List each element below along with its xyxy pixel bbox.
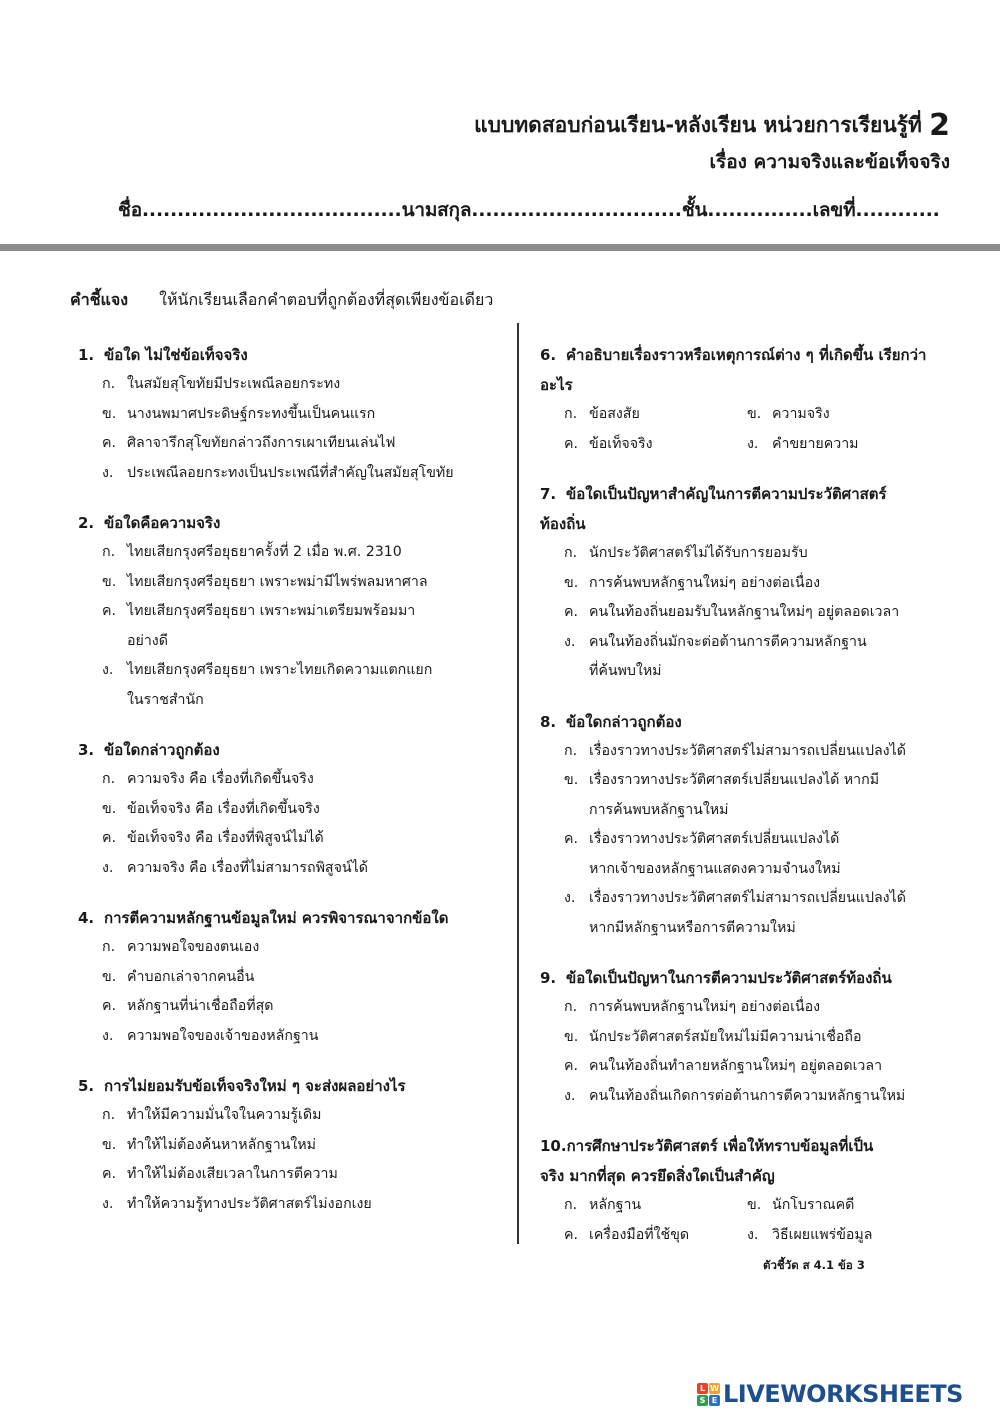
answer-option[interactable]	[747, 400, 970, 430]
option-text: ทำให้ไม่ต้องเสียเวลาในการตีความ	[127, 1166, 338, 1182]
title-text: แบบทดสอบก่อนเรียน-หลังเรียน หน่วยการเรียนรู้ที่	[474, 113, 922, 137]
answer-option[interactable]	[78, 824, 506, 854]
question-number: 6.	[540, 346, 557, 364]
answer-option[interactable]	[78, 854, 506, 884]
option-text: ไทยเสียกรุงศรีอยุธยาครั้งที่ 2 เมื่อ พ.ศ. 2310	[127, 544, 402, 560]
option-letter: ง.	[564, 633, 576, 650]
answer-option[interactable]	[78, 795, 506, 825]
question-stem: ข้อใดเป็นปัญหาในการตีความประวัติศาสตร์ท้องถิ่น	[566, 969, 892, 987]
option-letter: ก.	[102, 544, 116, 560]
option-letter: ง.	[747, 435, 759, 452]
option-text: คนในท้องถิ่นมักจะต่อต้านการตีความหลักฐาน ที่ค้นพบใหม่	[589, 633, 867, 679]
option-letter: ง.	[102, 662, 114, 678]
question-stem: ข้อใดกล่าวถูกต้อง	[104, 741, 220, 759]
answer-option[interactable]	[540, 569, 970, 599]
question	[78, 903, 506, 1051]
answer-option[interactable]	[540, 884, 970, 943]
question-stem: คำอธิบายเรื่องราวหรือเหตุการณ์ต่าง ๆ ที่เกิดขึ้น เรียกว่า อะไร	[540, 346, 927, 394]
option-letter: ข.	[102, 968, 117, 985]
option-letter: ข.	[564, 772, 579, 788]
answer-option[interactable]	[78, 1131, 506, 1161]
instruction	[70, 288, 493, 313]
option-text: คนในท้องถิ่นเกิดการต่อต้านการตีความหลักฐานใหม่	[589, 1087, 906, 1104]
question-text	[78, 340, 506, 370]
option-letter: ค.	[564, 1226, 579, 1243]
answer-option[interactable]	[78, 538, 506, 568]
option-text: ประเพณีลอยกระทงเป็นประเพณีที่สำคัญในสมัยสุโขทัย	[127, 464, 454, 481]
question	[78, 735, 506, 883]
option-text: การค้นพบหลักฐานใหม่ๆ อย่างต่อเนื่อง	[589, 999, 821, 1015]
student-info-line: ชื่อ.....................................นามสกุล..............................ชั้น...............เลขที่............	[118, 199, 940, 221]
answer-option[interactable]	[540, 737, 970, 767]
logo-letter: E	[709, 1395, 720, 1406]
option-text: ไทยเสียกรุงศรีอยุธยา เพราะพม่ามีไพร่พลมหาศาล	[127, 573, 428, 590]
worksheet-title	[474, 108, 950, 143]
question	[540, 963, 970, 1111]
option-letter: ง.	[564, 890, 576, 906]
option-text: นักโบราณคดี	[772, 1197, 855, 1213]
answer-options	[540, 1191, 970, 1250]
option-text: ทำให้ไม่ต้องค้นหาหลักฐานใหม่	[127, 1136, 317, 1153]
answer-option[interactable]	[747, 1221, 970, 1251]
option-letter: ค.	[102, 1166, 117, 1182]
question	[540, 707, 970, 944]
question-number: 9.	[540, 969, 557, 987]
option-letter: ง.	[102, 1195, 114, 1212]
option-text: วิธีเผยแพร่ข้อมูล	[772, 1226, 873, 1243]
answer-option[interactable]	[540, 825, 970, 884]
option-text: เรื่องราวทางประวัติศาสตร์เปลี่ยนแปลงได้ หากมี การค้นพบหลักฐานใหม่	[589, 772, 880, 818]
option-text: คนในท้องถิ่นยอมรับในหลักฐานใหม่ๆ อยู่ตลอดเวลา	[589, 604, 900, 620]
unit-number: 2	[929, 108, 950, 143]
question-text	[78, 1071, 506, 1101]
answer-option[interactable]	[564, 1221, 747, 1251]
option-letter: ข.	[564, 574, 579, 591]
answer-option[interactable]	[78, 597, 506, 656]
question-stem: ข้อใดคือความจริง	[104, 514, 221, 532]
option-text: ความจริง คือ เรื่องที่เกิดขึ้นจริง	[127, 771, 314, 787]
option-letter: ข.	[564, 1028, 579, 1045]
answer-option[interactable]	[78, 656, 506, 715]
indicator-note: ตัวชี้วัด ส 4.1 ข้อ 3	[763, 1258, 865, 1272]
option-letter: ก.	[564, 742, 578, 759]
option-letter: ข.	[747, 406, 762, 422]
question-number: 10.	[540, 1137, 567, 1155]
option-letter: ค.	[102, 603, 117, 619]
option-letter: ก.	[564, 545, 578, 561]
option-letter: ค.	[102, 998, 117, 1014]
question-number: 3.	[78, 741, 95, 759]
answer-option[interactable]	[564, 400, 747, 430]
option-text: หลักฐาน	[589, 1197, 642, 1213]
question-text	[78, 735, 506, 765]
answer-option[interactable]	[78, 400, 506, 430]
option-text: คำบอกเล่าจากคนอื่น	[127, 968, 255, 985]
question-text	[78, 508, 506, 538]
question-text	[540, 340, 970, 400]
logo-letter: W	[710, 1383, 719, 1393]
question	[540, 479, 970, 687]
option-letter: ง.	[102, 1027, 114, 1044]
answer-option[interactable]	[78, 429, 506, 459]
option-letter: ค.	[564, 435, 579, 452]
option-letter: ข.	[102, 405, 117, 422]
option-letter: ก.	[564, 1197, 578, 1213]
option-text: นางนพมาศประดิษฐ์กระทงขึ้นเป็นคนแรก	[127, 405, 376, 422]
question-number: 4.	[78, 909, 95, 927]
answer-option[interactable]	[78, 765, 506, 795]
question-number: 8.	[540, 712, 557, 731]
answer-option[interactable]	[564, 1191, 747, 1221]
option-text: คำขยายความ	[772, 435, 859, 452]
question-text	[540, 963, 970, 993]
answer-option[interactable]	[540, 598, 970, 628]
question-stem: ข้อใดเป็นปัญหาสำคัญในการตีความประวัติศาสตร์ ท้องถิ่น	[540, 485, 887, 533]
option-letter: ก.	[102, 376, 116, 392]
instruction-label: คำชี้แจง	[70, 290, 129, 309]
option-letter: ข.	[747, 1197, 762, 1213]
answer-option[interactable]	[78, 933, 506, 963]
answer-option[interactable]	[747, 1191, 970, 1221]
answer-option[interactable]	[540, 993, 970, 1023]
question-stem: การศึกษาประวัติศาสตร์ เพื่อให้ทราบข้อมูลที่เป็น จริง มากที่สุด ควรยึดสิ่งใดเป็นสำคัญ	[540, 1137, 874, 1185]
option-text: เครื่องมือที่ใช้ขุด	[589, 1226, 690, 1243]
answer-option[interactable]	[78, 1190, 506, 1220]
answer-option[interactable]	[78, 459, 506, 489]
option-letter: ค.	[102, 830, 117, 846]
option-text: หลักฐานที่น่าเชื่อถือที่สุด	[127, 998, 274, 1014]
option-text: ในสมัยสุโขทัยมีประเพณีลอยกระทง	[127, 376, 341, 392]
option-letter: ก.	[102, 1107, 116, 1123]
question	[540, 1131, 970, 1250]
answer-option[interactable]	[78, 1022, 506, 1052]
brand-text: LIVEWORKSHEETS	[723, 1380, 963, 1408]
answer-options	[540, 400, 970, 459]
option-text: ความจริง	[772, 406, 830, 422]
option-letter: ก.	[102, 771, 116, 787]
logo-letter: S	[697, 1395, 708, 1406]
option-letter: ก.	[102, 939, 116, 955]
option-text: ไทยเสียกรุงศรีอยุธยา เพราะพม่าเตรียมพร้อมมา อย่างดี	[127, 603, 416, 649]
right-column	[540, 340, 970, 1270]
question-text	[540, 479, 970, 539]
answer-option[interactable]	[540, 1082, 970, 1112]
option-text: เรื่องราวทางประวัติศาสตร์ไม่สามารถเปลี่ยนแปลงได้ หากมีหลักฐานหรือการตีความใหม่	[589, 890, 906, 936]
option-letter: ง.	[102, 859, 114, 876]
option-text: ข้อเท็จจริง คือ เรื่องที่เกิดขึ้นจริง	[127, 800, 320, 817]
question-stem: การตีความหลักฐานข้อมูลใหม่ ควรพิจารณาจากข้อใด	[104, 909, 449, 927]
question-number: 7.	[540, 485, 557, 503]
answer-option[interactable]	[540, 766, 970, 825]
answer-option[interactable]	[78, 568, 506, 598]
option-text: ไทยเสียกรุงศรีอยุธยา เพราะไทยเกิดความแตกแยก ในราชสำนัก	[127, 662, 433, 708]
question-text	[78, 903, 506, 933]
option-text: เรื่องราวทางประวัติศาสตร์เปลี่ยนแปลงได้ หากเจ้าของหลักฐานแสดงความจำนงใหม่	[589, 831, 841, 877]
option-letter: ง.	[102, 464, 114, 481]
option-letter: ค.	[102, 435, 117, 451]
option-text: เรื่องราวทางประวัติศาสตร์ไม่สามารถเปลี่ยนแปลงได้	[589, 742, 906, 759]
option-text: ความจริง คือ เรื่องที่ไม่สามารถพิสูจน์ได้	[127, 859, 368, 876]
option-text: ความพอใจของเจ้าของหลักฐาน	[127, 1027, 319, 1044]
option-text: ข้อสงสัย	[589, 406, 640, 422]
logo-letter: L	[697, 1383, 708, 1394]
question	[78, 1071, 506, 1219]
option-letter: ค.	[564, 1058, 579, 1074]
option-text: นักประวัติศาสตร์ไม่ได้รับการยอมรับ	[589, 545, 808, 561]
answer-option[interactable]	[540, 1023, 970, 1053]
question-text	[540, 1131, 970, 1191]
answer-option[interactable]	[564, 430, 747, 460]
answer-option[interactable]	[78, 370, 506, 400]
instruction-text: ให้นักเรียนเลือกคำตอบที่ถูกต้องที่สุดเพียงข้อเดียว	[159, 290, 494, 309]
option-text: นักประวัติศาสตร์สมัยใหม่ไม่มีความน่าเชื่อถือ	[589, 1028, 862, 1045]
liveworksheets-brand	[697, 1378, 963, 1410]
question-number: 5.	[78, 1077, 95, 1095]
option-text: ข้อเท็จจริง	[589, 435, 653, 452]
question-text	[540, 707, 970, 737]
option-letter: ค.	[564, 604, 579, 620]
answer-option[interactable]	[78, 992, 506, 1022]
column-divider	[517, 323, 519, 1244]
option-text: คนในท้องถิ่นทำลายหลักฐานใหม่ๆ อยู่ตลอดเวลา	[589, 1058, 883, 1074]
option-letter: ก.	[564, 999, 578, 1015]
liveworksheets-logo-icon	[697, 1383, 720, 1406]
question	[78, 508, 506, 715]
answer-option[interactable]	[747, 430, 970, 460]
worksheet-subtitle: เรื่อง ความจริงและข้อเท็จจริง	[709, 151, 950, 173]
question-number: 1.	[78, 346, 95, 364]
question-stem: ข้อใด ไม่ใช่ข้อเท็จจริง	[104, 346, 248, 364]
question	[540, 340, 970, 459]
answer-option[interactable]	[540, 539, 970, 569]
option-letter: ง.	[564, 1087, 576, 1104]
answer-option[interactable]	[540, 628, 970, 687]
option-letter: ค.	[564, 831, 579, 847]
left-column	[78, 340, 506, 1239]
option-letter: ข.	[102, 573, 117, 590]
question-number: 2.	[78, 514, 95, 532]
answer-option[interactable]	[78, 1101, 506, 1131]
option-text: ศิลาจารึกสุโขทัยกล่าวถึงการเผาเทียนเล่นไฟ	[127, 435, 396, 451]
option-letter: ข.	[102, 800, 117, 817]
option-text: ความพอใจของตนเอง	[127, 939, 260, 955]
option-text: ทำให้ความรู้ทางประวัติศาสตร์ไม่งอกเงย	[127, 1195, 372, 1212]
option-text: การค้นพบหลักฐานใหม่ๆ อย่างต่อเนื่อง	[589, 574, 821, 591]
answer-option[interactable]	[540, 1052, 970, 1082]
option-letter: ง.	[747, 1226, 759, 1243]
answer-option[interactable]	[78, 963, 506, 993]
option-text: ข้อเท็จจริง คือ เรื่องที่พิสูจน์ไม่ได้	[127, 830, 324, 846]
header-divider	[0, 244, 1000, 251]
question	[78, 340, 506, 488]
option-text: ทำให้มีความมั่นใจในความรู้เดิม	[127, 1107, 322, 1123]
question-stem: ข้อใดกล่าวถูกต้อง	[566, 712, 682, 731]
option-letter: ก.	[564, 406, 578, 422]
question-stem: การไม่ยอมรับข้อเท็จจริงใหม่ ๆ จะส่งผลอย่างไร	[104, 1077, 406, 1095]
answer-option[interactable]	[78, 1160, 506, 1190]
option-letter: ข.	[102, 1136, 117, 1153]
